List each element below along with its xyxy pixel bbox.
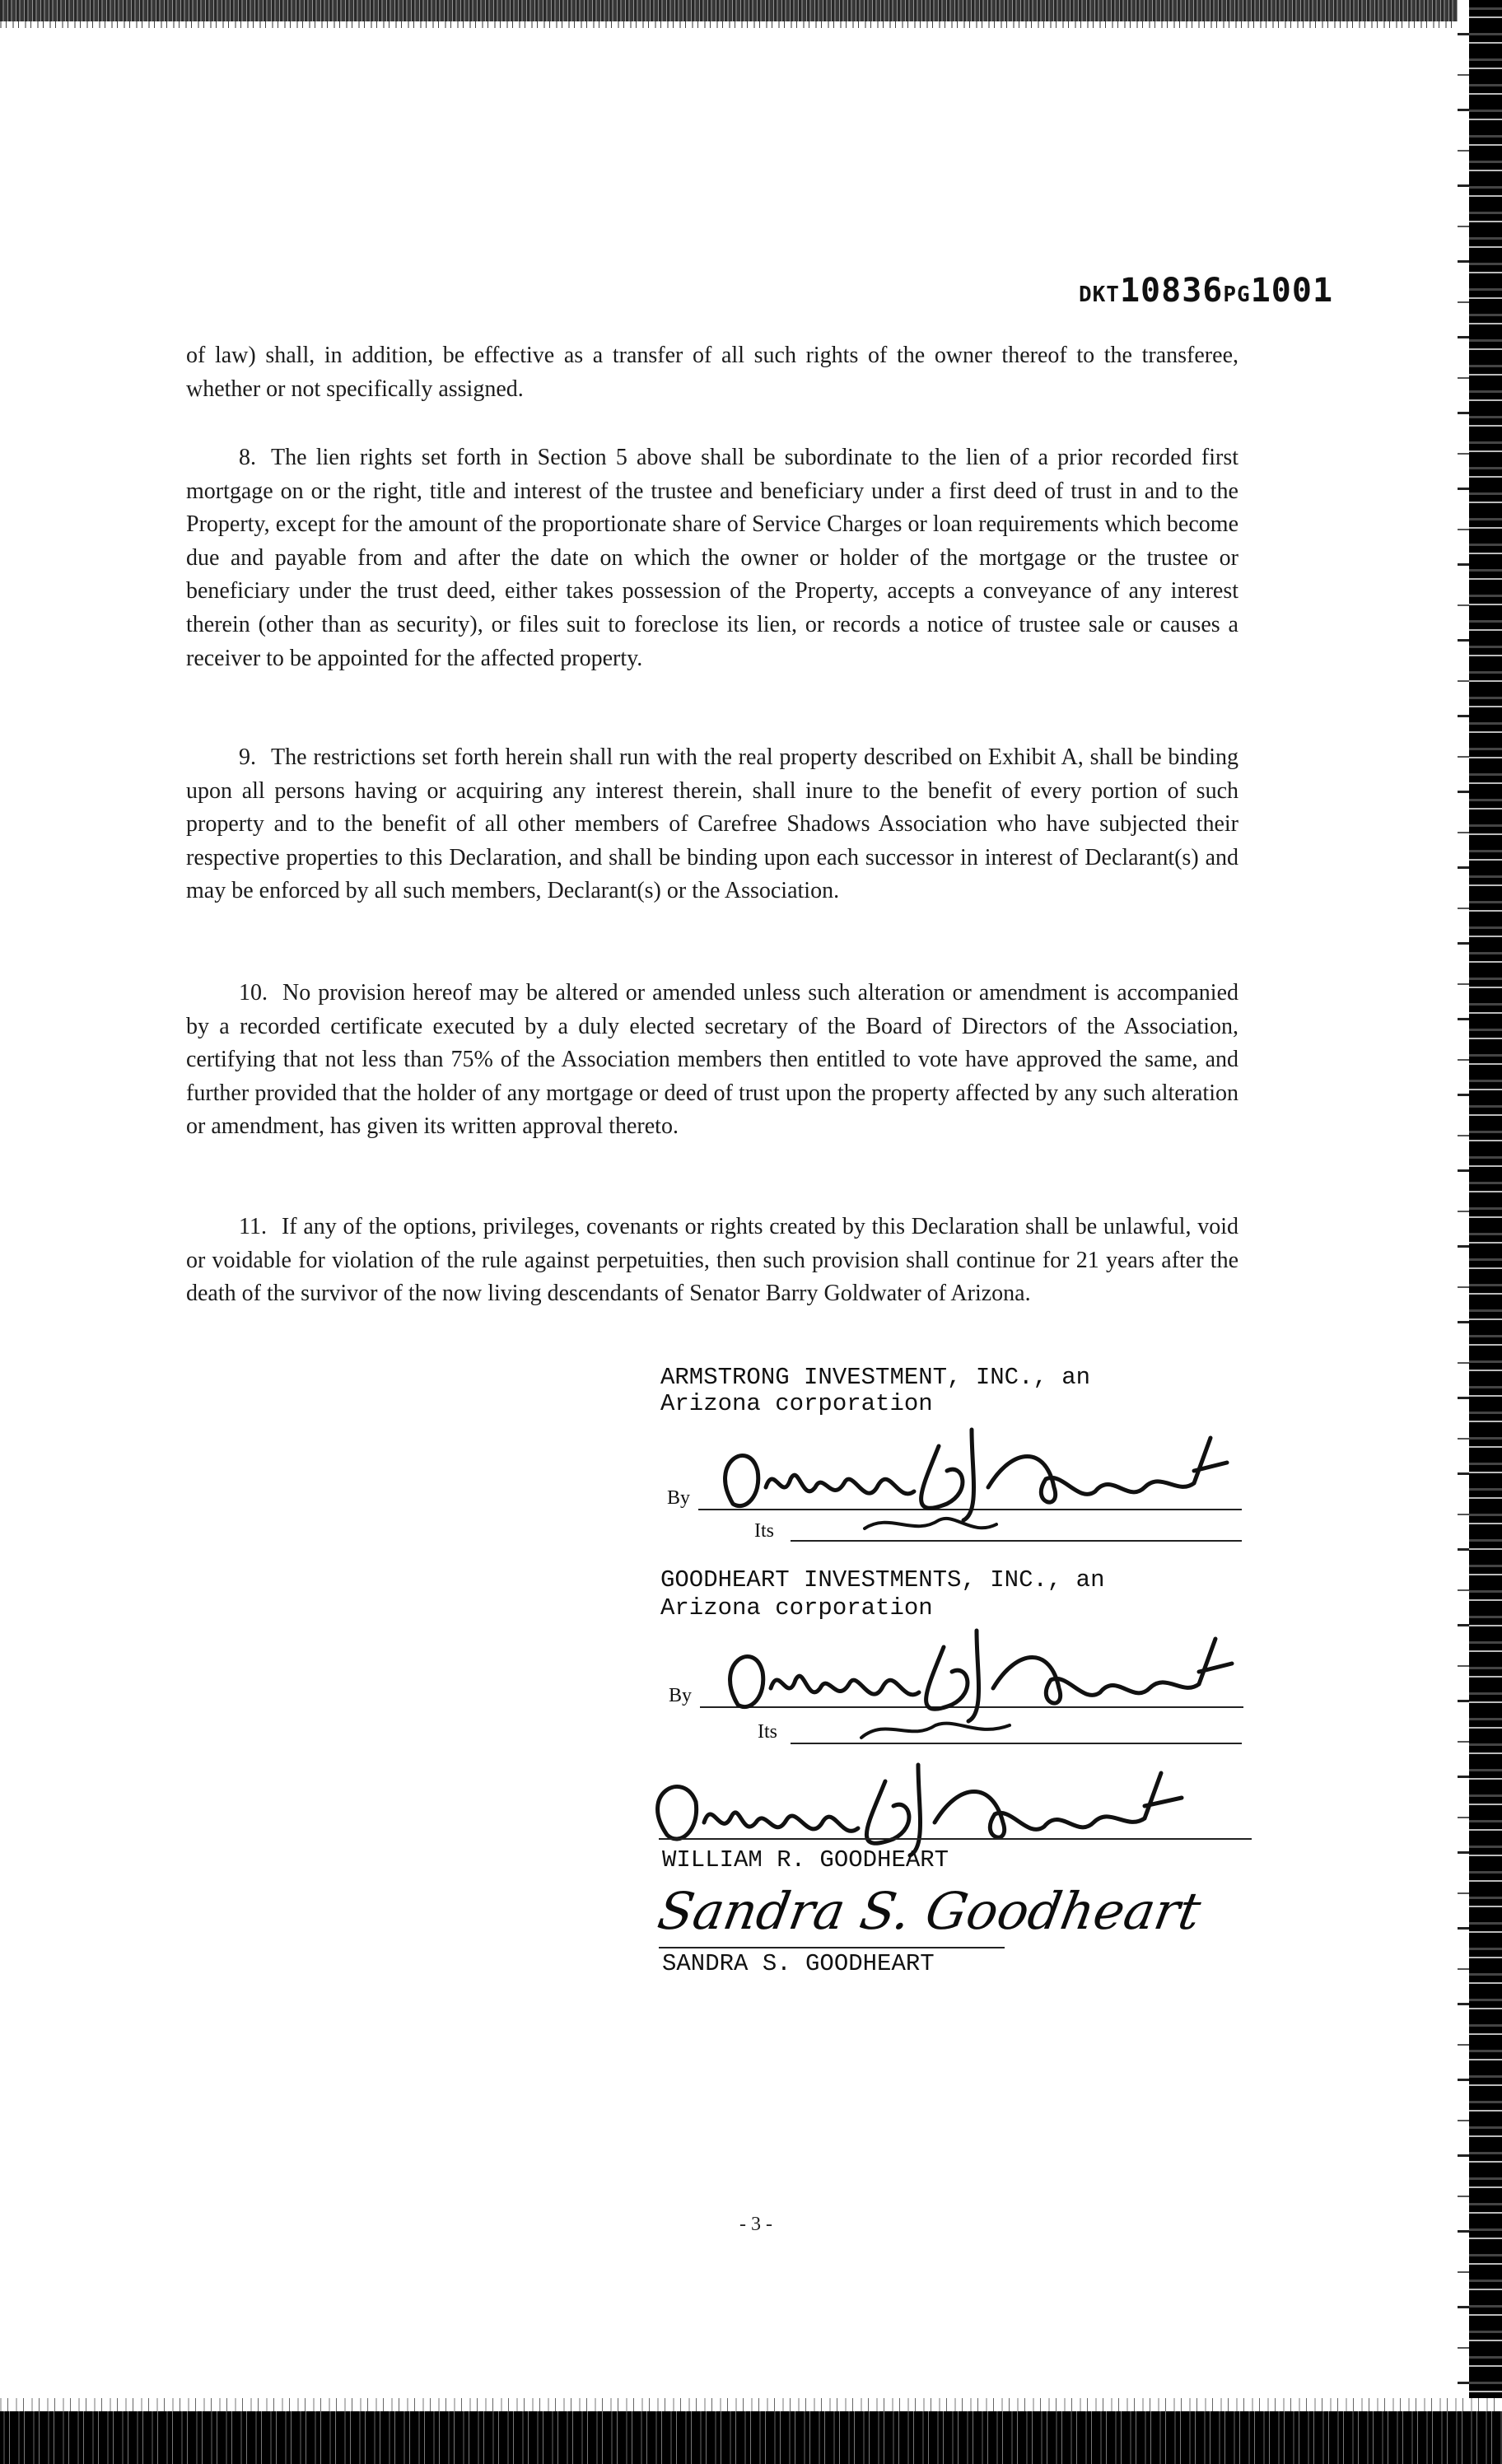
- armstrong-entity-line2: Arizona corporation: [660, 1390, 933, 1417]
- goodheart-inc-its-label: Its: [758, 1721, 777, 1743]
- scan-noise-bottom: [0, 2398, 1502, 2411]
- scan-edge-right: [1469, 0, 1502, 2464]
- william-signature: [634, 1752, 1260, 1860]
- scan-edge-top: [0, 0, 1502, 21]
- paragraph-number: 9.: [239, 744, 256, 770]
- armstrong-signature: [700, 1413, 1243, 1553]
- scan-noise-top: [0, 21, 1502, 28]
- sandra-signature: Sandra S. Goodheart: [653, 1881, 1206, 1941]
- william-printed-name: WILLIAM R. GOODHEART: [662, 1846, 949, 1874]
- armstrong-its-label: Its: [754, 1520, 774, 1542]
- docket-prefix: DKT: [1079, 282, 1120, 307]
- paragraph-9: [186, 741, 1238, 908]
- paragraph-11: [186, 1211, 1238, 1311]
- paragraph-7-continued: [186, 339, 1238, 406]
- scan-edge-bottom: [0, 2411, 1502, 2464]
- goodheart-inc-entity-line1: GOODHEART INVESTMENTS, INC., an: [660, 1566, 1105, 1594]
- docket-stamp: [1079, 272, 1333, 310]
- goodheart-inc-signature: [705, 1614, 1248, 1754]
- page-number: 1001: [1250, 272, 1334, 310]
- paragraph-text: The lien rights set forth in Section 5 above shall be subordinate to the lien of a prior recorded first mortgage on or the right, title and interest of the trustee and beneficiary under a first deed of trust in and to the Property, except for the amount of the proportionate share of Service Charges or loan requirements which become due and payable from and after the date on which the owner or holder of the mortgage or the trustee or beneficiary under the trust deed, either takes possession of the Property, accepts a conveyance of any interest therein (other than as security), or files suit to foreclose its lien, or records a notice of trustee sale or causes a receiver to be appointed for the affected property.: [186, 445, 1238, 671]
- scan-noise-right: [1458, 0, 1469, 2464]
- goodheart-inc-by-label: By: [669, 1685, 693, 1706]
- docket-number: 10836: [1119, 272, 1224, 310]
- paragraph-8: [186, 441, 1238, 675]
- goodheart-inc-entity-line2: Arizona corporation: [660, 1594, 933, 1622]
- page-number-footer: - 3 -: [739, 2214, 772, 2235]
- william-signature-line: [659, 1838, 1252, 1840]
- paragraph-number: 11.: [239, 1214, 267, 1239]
- paragraph-text: of law) shall, in addition, be effective as a transfer of all such rights of the owner thereof to the transferee, whether or not specifically assigned.: [186, 343, 1238, 402]
- paragraph-number: 10.: [239, 980, 268, 1006]
- paragraph-text: No provision hereof may be altered or amended unless such alteration or amendment is accompanied by a recorded certificate executed by a duly elected secretary of the Board of Directors of the Association, certifying that not less than 75% of the Association members then entitled to vote have approved the same, and further provided that the holder of any mortgage or deed of trust upon the property affected by any such alteration or amendment, has given its written approval thereto.: [186, 980, 1238, 1140]
- paragraph-text: If any of the options, privileges, covenants or rights created by this Declaration shall be unlawful, void or voidable for violation of the rule against perpetuities, then such provision shall continue for 21 years after the death of the survivor of the now living descendants of Senator Barry Goldwater of Arizona.: [186, 1214, 1238, 1307]
- page-prefix: PG: [1223, 282, 1251, 307]
- sandra-printed-name: SANDRA S. GOODHEART: [662, 1950, 935, 1977]
- paragraph-number: 8.: [239, 445, 256, 470]
- armstrong-entity-line1: ARMSTRONG INVESTMENT, INC., an: [660, 1364, 1091, 1391]
- paragraph-10: [186, 977, 1238, 1144]
- sandra-signature-line: [659, 1947, 1005, 1948]
- paragraph-text: The restrictions set forth herein shall run with the real property described on Exhibit A, shall be binding upon all persons having or acquiring any interest therein, shall inure to the benefit of every portion of such property and to the benefit of all other members of Carefree Shadows Association who have subjected their respective properties to this Declaration, and shall be binding upon each successor in interest of Declarant(s) and may be enforced by all such members, Declarant(s) or the Association.: [186, 744, 1238, 904]
- armstrong-by-label: By: [667, 1487, 691, 1509]
